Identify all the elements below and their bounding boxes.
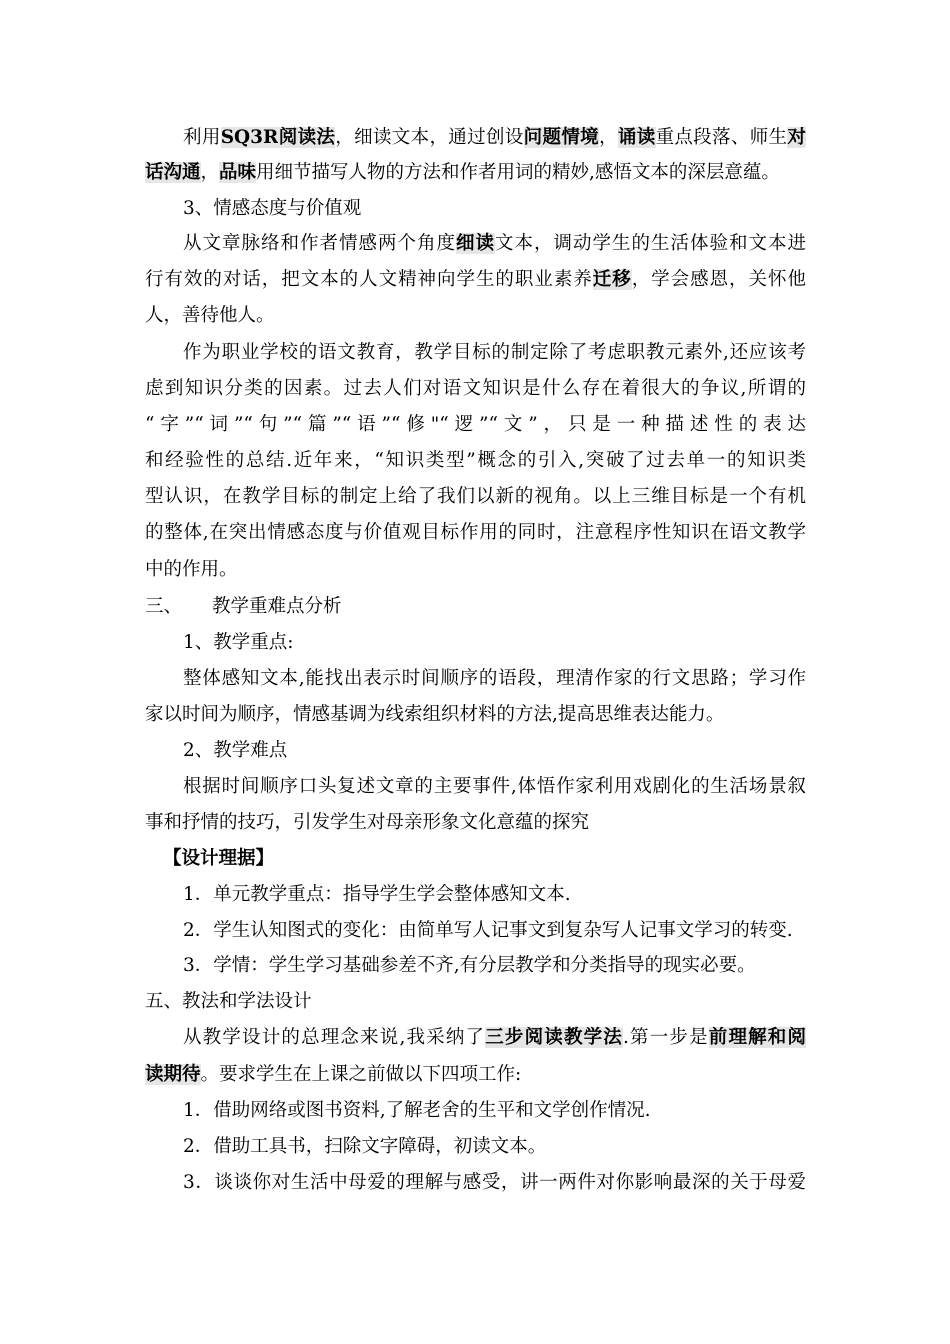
para3-line: 型认识，在教学目标的制定上给了我们以新的视角。以上三维目标是一个有机 <box>145 486 806 507</box>
section5-item: 2．借助工具书，扫除文字障碍，初读文本。 <box>183 1136 547 1157</box>
rationale-item: 2．学生认知图式的变化：由简单写人记事文到复杂写人记事文学习的转变. <box>183 920 793 941</box>
para2-line1 <box>183 229 806 259</box>
para3-line: “字”“词”“句”“篇”“语”“修"“逻”“文”，只是一种描述性的表达 <box>145 414 806 435</box>
highlighted-term: 前理解和阅 <box>708 1027 806 1048</box>
section5-item: 1．借助网络或图书资料,了解老舍的生平和文学创作情况. <box>183 1100 651 1121</box>
para3-line: 中的作用。 <box>145 559 238 580</box>
section5-line1 <box>183 1023 806 1053</box>
text-segment: 从教学设计的总理念来说,我采纳了 <box>183 1027 486 1048</box>
para2-line3: 人，善待他人。 <box>145 305 275 326</box>
text-segment: .第一步是 <box>622 1027 709 1048</box>
text-segment: ， <box>200 162 220 183</box>
text-segment: ， <box>599 127 618 148</box>
highlighted-term: 细读 <box>455 233 495 254</box>
section5-item: 3．谈谈你对生活中母爱的理解与感受，讲一两件对你影响最深的关于母爱 <box>183 1172 806 1193</box>
highlighted-term: 问题情境 <box>523 127 600 148</box>
para3-line: 的整体,在突出情感态度与价值观目标作用的同时，注意程序性知识在语文教学 <box>145 522 806 543</box>
para1-line1 <box>183 123 806 153</box>
section5-line2 <box>145 1060 521 1090</box>
section3-number: 三、 <box>145 596 183 617</box>
key-point-heading: 1、教学重点: <box>183 632 294 653</box>
text-segment: 用细节描写人物的方法和作者用词的精妙,感悟文本的深层意蕴。 <box>256 162 780 183</box>
para1-line2 <box>145 158 780 188</box>
text-segment: ，学会感恩，关怀他 <box>631 269 806 290</box>
difficulty-line: 事和抒情的技巧，引发学生对母亲形象文化意蕴的探究 <box>145 812 590 833</box>
highlighted-term: 话沟通 <box>145 162 201 183</box>
difficulty-line: 根据时间顺序口头复述文章的主要事件,体悟作家利用戏剧化的生活场景叙 <box>183 776 806 797</box>
para3-line: 作为职业学校的语文教育，教学目标的制定除了考虑职教元素外,还应该考 <box>183 342 806 363</box>
heading-emotion-values: 3、情感态度与价值观 <box>183 198 362 219</box>
highlighted-term: 三步阅读教学法 <box>485 1027 623 1048</box>
rationale-heading: 【设计理据】 <box>163 848 275 869</box>
section3-title: 教学重难点分析 <box>212 596 342 617</box>
highlighted-term: 对 <box>787 127 806 148</box>
highlighted-term: 品味 <box>219 162 257 183</box>
para2-line2 <box>145 265 806 295</box>
highlighted-term: 迁移 <box>592 269 632 290</box>
rationale-item: 1．单元教学重点：指导学生学会整体感知文本. <box>183 884 571 905</box>
key-point-line: 整体感知文本,能找出表示时间顺序的语段，理清作家的行文思路；学习作 <box>183 668 806 689</box>
para3-line: 和经验性的总结.近年来，“知识类型”概念的引入,突破了过去单一的知识类 <box>145 450 806 471</box>
para3-line: 虑到知识分类的因素。过去人们对语文知识是什么存在着很大的争议,所谓的 <box>145 378 806 399</box>
text-segment: 从文章脉络和作者情感两个角度 <box>183 233 456 254</box>
text-segment: 。要求学生在上课之前做以下四项工作: <box>200 1064 522 1085</box>
rationale-item: 3．学情：学生学习基础参差不齐,有分层教学和分类指导的现实必要。 <box>183 955 756 976</box>
highlighted-term: 读期待 <box>145 1064 201 1085</box>
highlighted-term: 诵读 <box>617 127 656 148</box>
section5-heading: 五、教法和学法设计 <box>145 991 312 1012</box>
text-segment: 重点段落、师生 <box>655 127 788 148</box>
key-point-line: 家以时间为顺序，情感基调为线索组织材料的方法,提高思维表达能力。 <box>145 704 725 725</box>
text-segment: 文本，调动学生的生活体验和文本进 <box>494 233 806 254</box>
text-segment: ，细读文本，通过创设 <box>335 127 524 148</box>
highlighted-term: 阅读法 <box>278 127 336 148</box>
text-segment: 利用 <box>183 127 221 148</box>
highlighted-term: SQ3R <box>220 127 279 148</box>
difficulty-heading: 2、教学难点 <box>183 740 288 761</box>
text-segment: 行有效的对话，把文本的人文精神向学生的职业素养 <box>145 269 593 290</box>
